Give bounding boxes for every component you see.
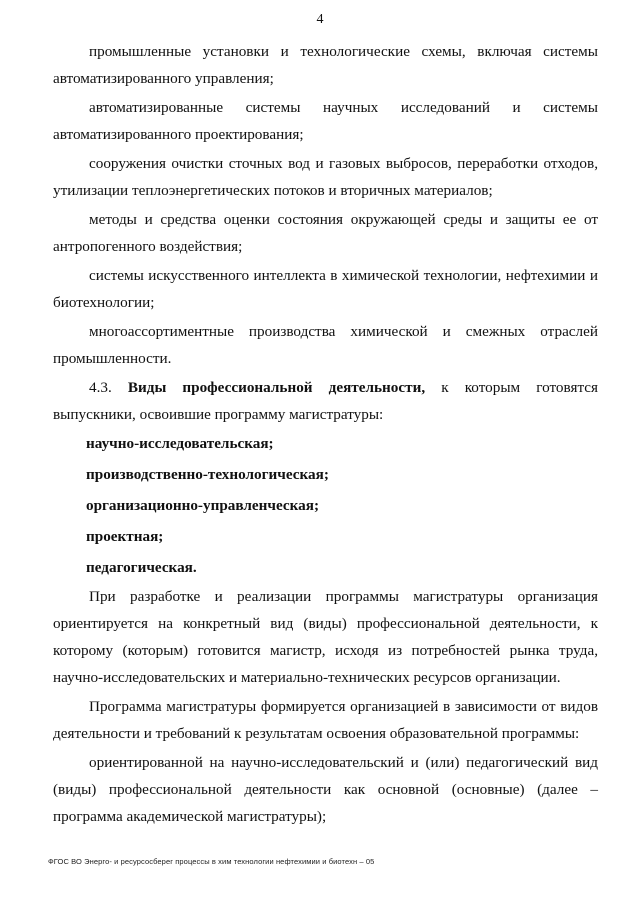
paragraph: При разработке и реализации программы магистратуры организация ориентируется на конкретный вид (виды) профессиональной деятельности, к которому (которым) готовится магистр, исходя из потребностей рынка труда, научно-исследовательских и материально-технических ресурсов организации. — [53, 588, 598, 686]
list-item: производственно-технологическая; — [86, 466, 329, 483]
page-footer: ФГОС ВО Энерго- и ресурсосберег процессы в хим технологии нефтехимии и биотехн – 05 — [48, 857, 375, 866]
paragraph: Программа магистратуры формируется организацией в зависимости от видов деятельности и требований к результатам освоения образовательной программы: — [53, 698, 598, 742]
section-number: 4.3. — [89, 379, 112, 396]
paragraph: многоассортиментные производства химической и смежных отраслей промышленности. — [53, 323, 598, 367]
paragraph: методы и средства оценки состояния окружающей среды и защиты ее от антропогенного воздействия; — [53, 211, 598, 255]
list-item: организационно-управленческая; — [86, 497, 319, 514]
paragraph: сооружения очистки сточных вод и газовых выбросов, переработки отходов, утилизации теплоэнергетических потоков и вторичных материалов; — [53, 155, 598, 199]
paragraph: системы искусственного интеллекта в химической технологии, нефтехимии и биотехнологии; — [53, 267, 598, 311]
page-number: 4 — [316, 12, 324, 27]
section-title: Виды профессиональной деятельности, — [127, 379, 426, 396]
paragraph: ориентированной на научно-исследовательский и (или) педагогический вид (виды) профессиональной деятельности как основной (основные) (далее – программа академической магистратуры); — [53, 754, 598, 825]
paragraph: промышленные установки и технологические схемы, включая системы автоматизированного управления; — [53, 43, 598, 87]
list-item: проектная; — [86, 528, 164, 545]
section-title-rest: к которым готовятся выпускники, освоившие программу магистратуры: — [53, 379, 599, 423]
activity-type-list — [53, 428, 598, 583]
section-heading — [53, 374, 598, 428]
paragraph: автоматизированные системы научных исследований и системы автоматизированного проектирования; — [53, 99, 598, 143]
list-item: педагогическая. — [86, 559, 197, 576]
document-body — [53, 38, 598, 830]
list-item: научно-исследовательская; — [86, 435, 274, 452]
